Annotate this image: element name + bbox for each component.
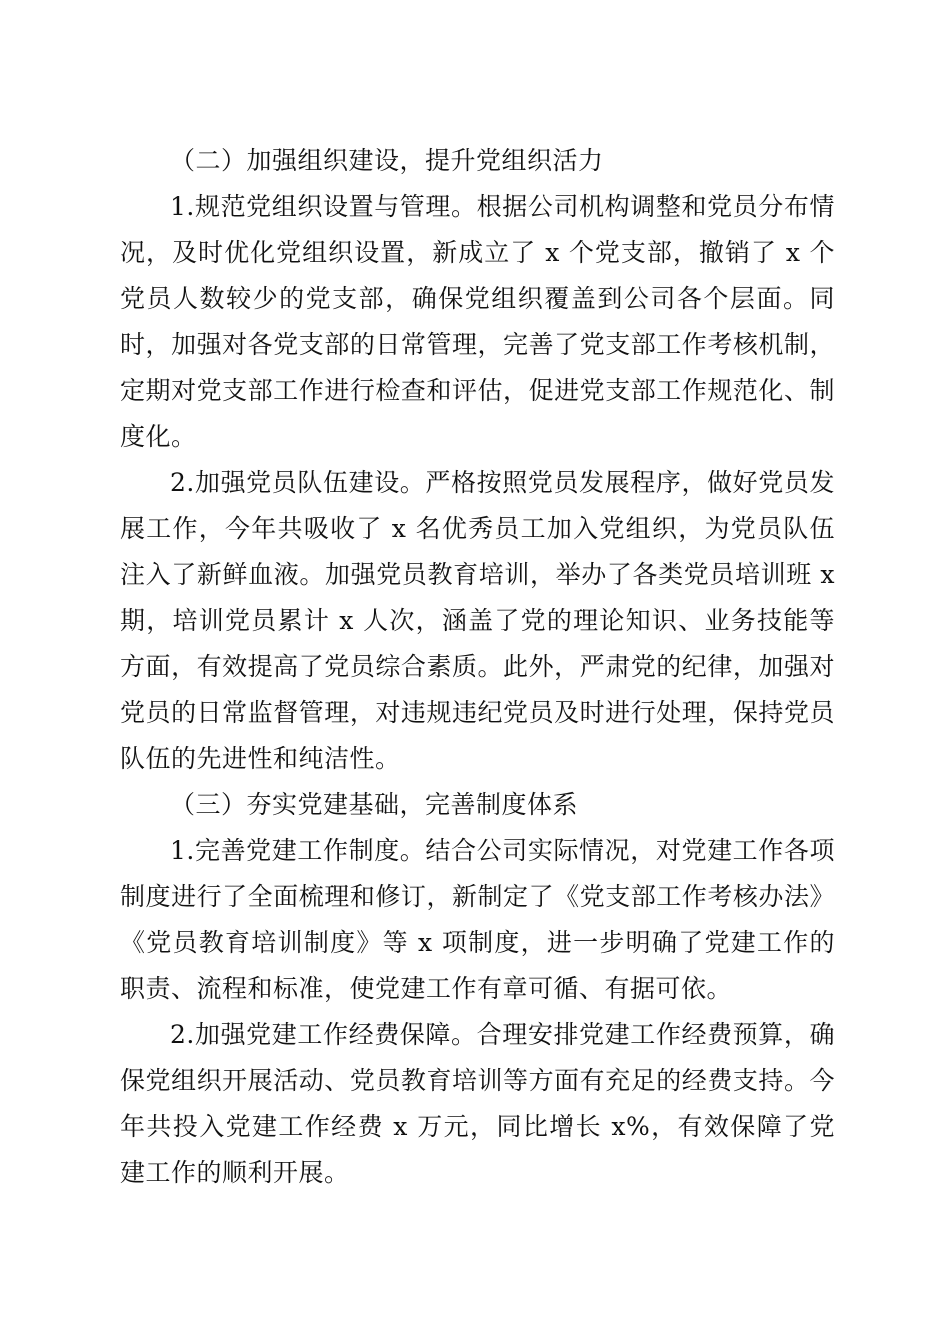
section-heading-3: （三）夯实党建基础，完善制度体系 — [170, 790, 579, 819]
paragraph-2-1: 1.规范党组织设置与管理。根据公司机构调整和党员分布情况，及时优化党组织设置，新成立了 x 个党支部，撤销了 x 个党员人数较少的党支部，确保党组织覆盖到公司各个层面。同时，加强对各党支部的日常管理，完善了党支部工作考核机制，定期对党支部工作进行检查和评估，促进党支部工作规范化、制度化。 — [120, 192, 835, 451]
section-heading-2: （二）加强组织建设，提升党组织活力 — [170, 146, 604, 175]
paragraph-3-1: 1.完善党建工作制度。结合公司实际情况，对党建工作各项制度进行了全面梳理和修订，新制定了《党支部工作考核办法》《党员教育培训制度》等 x 项制度，进一步明确了党建工作的职责、流程和标准，使党建工作有章可循、有据可依。 — [120, 836, 835, 1003]
paragraph-3-2: 2.加强党建工作经费保障。合理安排党建工作经费预算，确保党组织开展活动、党员教育培训等方面有充足的经费支持。今年共投入党建工作经费 x 万元，同比增长 x%，有效保障了党建工作的顺利开展。 — [120, 1020, 835, 1187]
document-body — [120, 138, 835, 1196]
paragraph-2-2: 2.加强党员队伍建设。严格按照党员发展程序，做好党员发展工作，今年共吸收了 x 名优秀员工加入党组织，为党员队伍注入了新鲜血液。加强党员教育培训，举办了各类党员培训班 x 期，培训党员累计 x 人次，涵盖了党的理论知识、业务技能等方面，有效提高了党员综合素质。此外，严肃党的纪律，加强对党员的日常监督管理，对违规违纪党员及时进行处理，保持党员队伍的先进性和纯洁性。 — [120, 468, 835, 773]
